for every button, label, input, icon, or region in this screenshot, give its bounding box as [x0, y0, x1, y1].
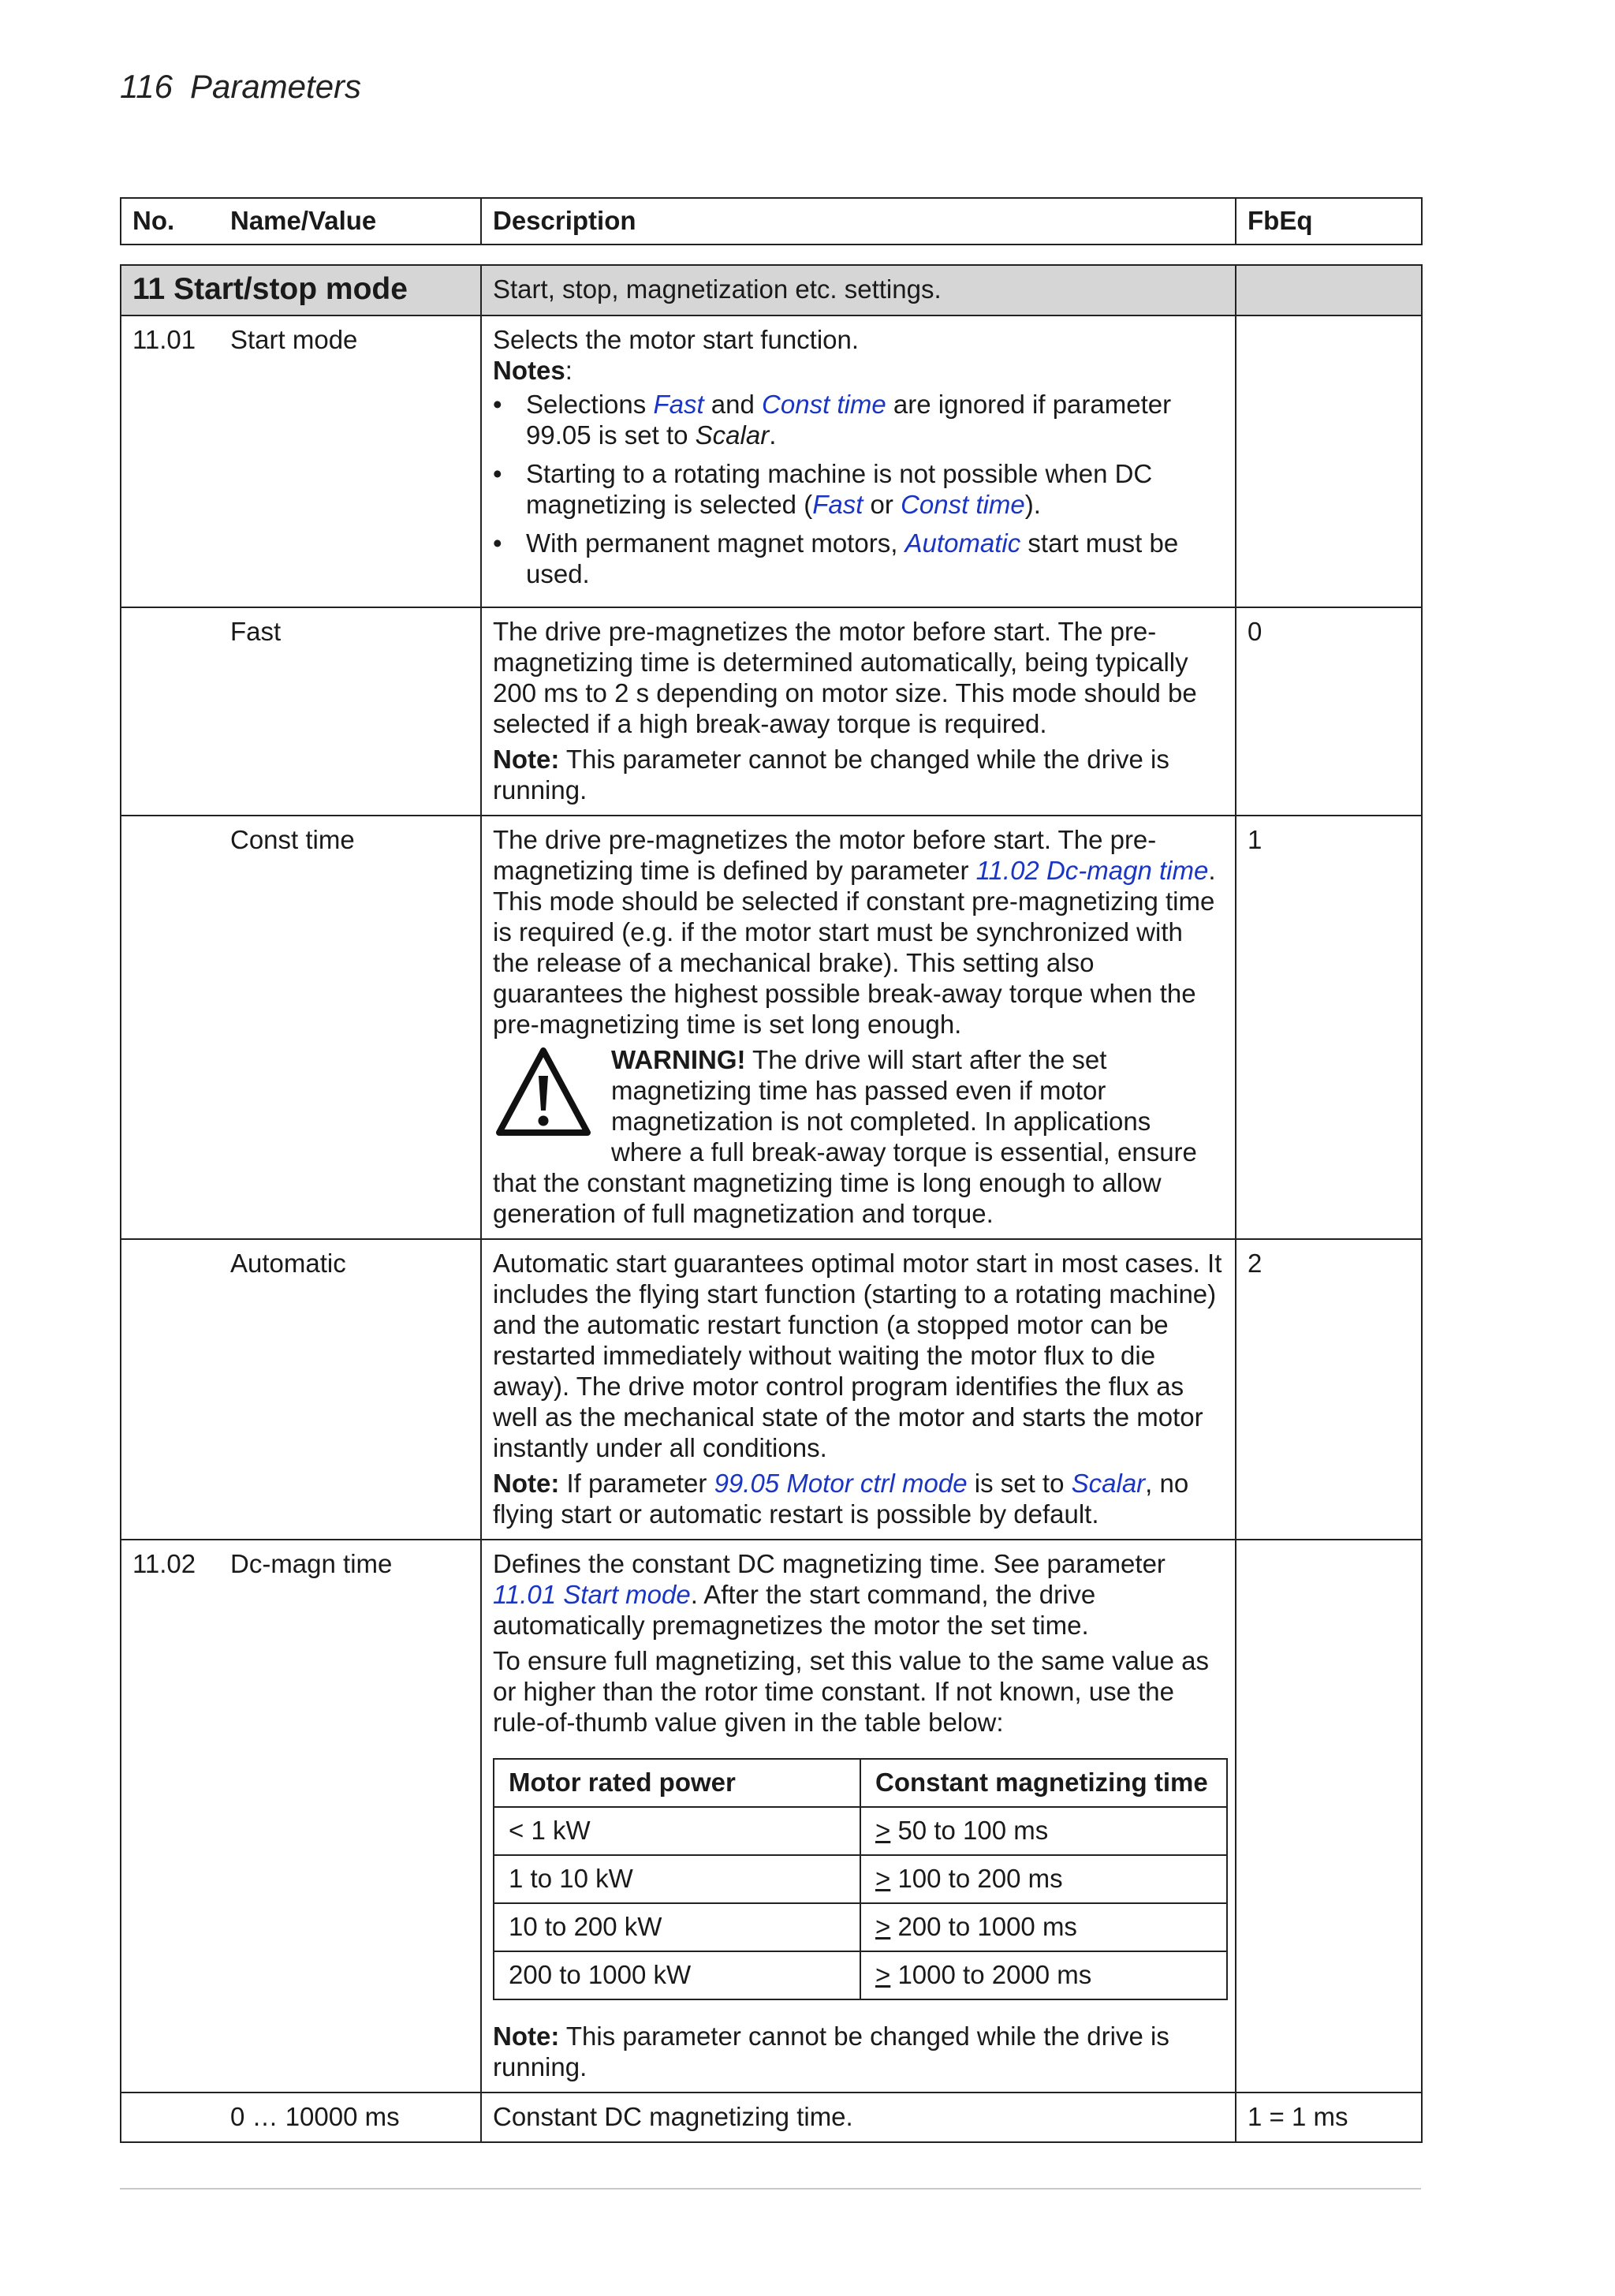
header-no-name-cell: [121, 198, 481, 245]
table-row: [121, 315, 1422, 607]
group-title-cell: [121, 265, 481, 315]
description-text: Selects the motor start function.: [493, 325, 860, 354]
param-description: [481, 315, 1236, 607]
value-cell: [121, 2093, 481, 2142]
header-name-value: Name/Value: [230, 206, 377, 235]
list-item: • With permanent magnet motors, Automatic start must be used.: [493, 528, 1179, 588]
table-row: < 1 kW > 50 to 100 ms: [494, 1807, 1227, 1855]
table-row: [121, 1239, 1422, 1540]
group-description: Start, stop, magnetization etc. settings.: [481, 265, 1236, 315]
list-item: • Starting to a rotating machine is not possible when DC magnetizing is selected (Fast or Const time).: [493, 459, 1153, 519]
param-link[interactable]: Fast: [653, 390, 704, 419]
group-title: 11 Start/stop mode: [132, 272, 408, 306]
param-link[interactable]: 11.01 Start mode: [493, 1580, 691, 1609]
param-link[interactable]: 99.05 Motor ctrl mode: [714, 1469, 968, 1498]
param-description: Defines the constant DC magnetizing time. See parameter 11.01 Start mode. After the start command, the drive automatically premagnetizes the motor the set time. To ensure full magnetizing, set this value to the same value as or higher than the rotor time constant. If not known, use the rule-of-thumb value given in the table below: Motor rated power Constant magnetizing time < 1 kW > 50 to 100 ms 1 to 10 kW > 100 to 200 ms 10 to 200 kW > 200 to 1000 ms 200 to 1000 kW > 1000 to 2000 ms Note: This parameter cannot be changed while the drive is running.: [481, 1540, 1236, 2093]
value-description: The drive pre-magnetizes the motor before start. The pre-magnetizing time is determined automatically, being typically 200 ms to 2 s depending on motor size. This mode should be selected if a high break-away torque is required. Note: This parameter cannot be changed while the drive is running.: [481, 607, 1236, 816]
footer-divider: [120, 2188, 1421, 2190]
group-row: [121, 265, 1422, 315]
param-link[interactable]: Const time: [762, 390, 886, 419]
value-range: 0 … 10000 ms: [230, 2102, 400, 2131]
inner-header-time: Constant magnetizing time: [860, 1759, 1227, 1807]
param-link[interactable]: 11.02 Dc-magn time: [975, 856, 1209, 885]
table-row: 200 to 1000 kW > 1000 to 2000 ms: [494, 1951, 1227, 1999]
fbeq-value: 1: [1236, 816, 1422, 1239]
table-header-row: [121, 198, 1422, 245]
parameter-table: [120, 197, 1423, 2143]
warning-label: WARNING!: [611, 1045, 746, 1074]
notes-heading: Notes:: [493, 356, 573, 385]
value-name: Fast: [230, 617, 282, 646]
param-name: Dc-magn time: [230, 1549, 393, 1578]
warning-text: The drive will start after the set magnetizing time has passed even if motor magnetization is not completed. In applications where a full break-away torque is essential, ensure that the constant magnetizing time is long enough to allow generation of full magnetization and torque.: [493, 1045, 1197, 1228]
fbeq-cell: [1236, 1540, 1422, 2093]
notes-list: [493, 389, 1224, 589]
table-row: [121, 2093, 1422, 2142]
note: Note: This parameter cannot be changed while the drive is running.: [493, 745, 1169, 805]
value-name: Automatic: [230, 1249, 346, 1278]
list-item: • Selections Fast and Const time are ignored if parameter 99.05 is set to Scalar.: [493, 390, 1172, 450]
group-fbeq-cell: [1236, 265, 1422, 315]
inner-header-row: [494, 1759, 1227, 1807]
value-description: The drive pre-magnetizes the motor before start. The pre-magnetizing time is defined by parameter 11.02 Dc-magn time. This mode should be selected if constant pre-magnetizing time is required (e.g. if the motor start must be synchronized with the release of a mechanical brake). This setting also guarantees the highest possible break-away torque when the pre-magnetizing time is set long enough. WARNING! The drive will start after the set magnetizing time has passed even if motor magnetization is not completed. In applications where a full break-away torque is essential, ensure that the constant magnetizing time is long enough to allow generation of full magnetization and torque.: [481, 816, 1236, 1239]
param-link[interactable]: Automatic: [904, 528, 1021, 558]
note: Note: If parameter 99.05 Motor ctrl mode is set to Scalar, no flying start or automatic restart is possible by default.: [493, 1469, 1189, 1529]
param-link[interactable]: Scalar: [1071, 1469, 1146, 1498]
fbeq-value: 2: [1236, 1239, 1422, 1540]
param-cell: [121, 1540, 481, 2093]
value-cell: [121, 607, 481, 816]
param-number: 11.01: [132, 325, 196, 354]
header-description: Description: [481, 198, 1236, 245]
value-cell: [121, 1239, 481, 1540]
table-row: 1 to 10 kW > 100 to 200 ms: [494, 1855, 1227, 1903]
table-row: [121, 1540, 1422, 2093]
param-cell: [121, 315, 481, 607]
section-title: Parameters: [189, 68, 362, 105]
magnetizing-time-table: [493, 1758, 1228, 2000]
table-row: [121, 607, 1422, 816]
param-link[interactable]: Const time: [901, 490, 1025, 519]
page-number: 116: [120, 68, 173, 105]
table-row: [121, 816, 1422, 1239]
warning-triangle-icon: [493, 1044, 611, 1145]
value-name: Const time: [230, 825, 355, 854]
header-fbeq: FbEq: [1236, 198, 1422, 245]
table-row: 10 to 200 kW > 200 to 1000 ms: [494, 1903, 1227, 1951]
param-name: Start mode: [230, 325, 358, 354]
table-spacer: [121, 245, 1422, 265]
value-description: Automatic start guarantees optimal motor start in most cases. It includes the flying start function (starting to a rotating machine) and the automatic restart function (a stopped motor can be restarted immediately without waiting the motor flux to die away). The drive motor control program identifies the flux as well as the mechanical state of the motor and starts the motor instantly under all conditions. Note: If parameter 99.05 Motor ctrl mode is set to Scalar, no flying start or automatic restart is possible by default.: [481, 1239, 1236, 1540]
fbeq-value: 1 = 1 ms: [1236, 2093, 1422, 2142]
param-link[interactable]: Fast: [812, 490, 863, 519]
fbeq-cell: [1236, 315, 1422, 607]
warning-block: [493, 1044, 1224, 1229]
value-description: Constant DC magnetizing time.: [481, 2093, 1236, 2142]
fbeq-value: 0: [1236, 607, 1422, 816]
inner-header-power: Motor rated power: [494, 1759, 860, 1807]
value-cell: [121, 816, 481, 1239]
header-no: No.: [132, 206, 175, 235]
param-number: 11.02: [132, 1549, 196, 1578]
note: Note: This parameter cannot be changed while the drive is running.: [493, 2022, 1169, 2081]
page-header: [120, 68, 361, 106]
